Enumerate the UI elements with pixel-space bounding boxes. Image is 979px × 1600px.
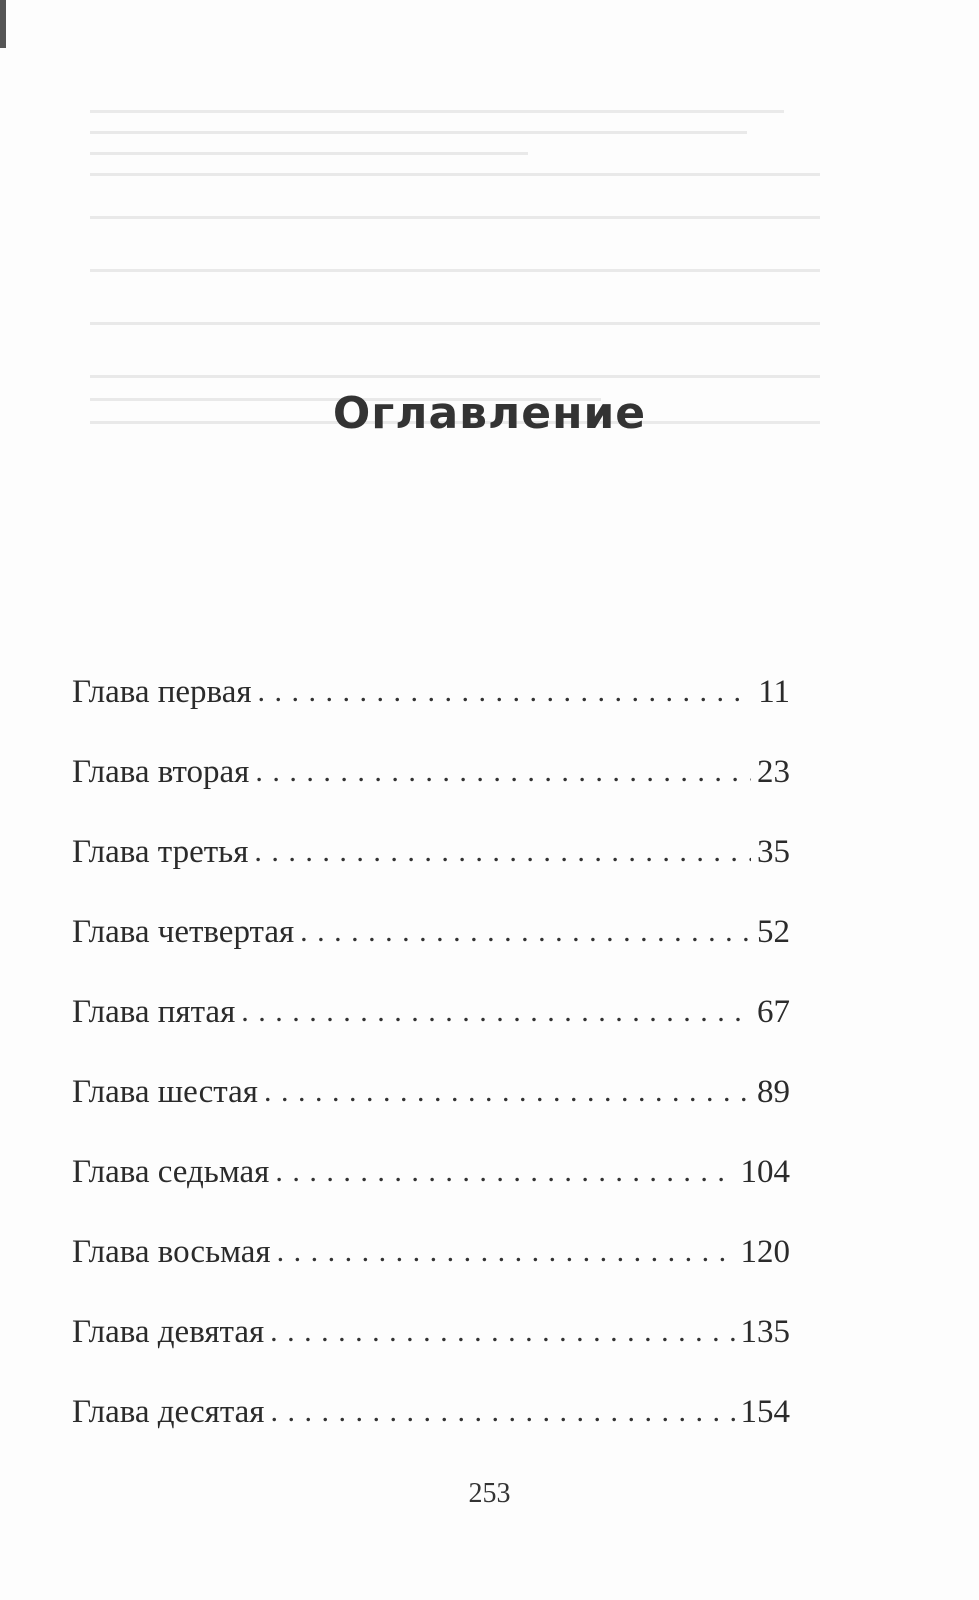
- toc-entry-label: Глава девятая: [72, 1313, 265, 1350]
- toc-entry-page: 11: [758, 673, 790, 710]
- toc-entry[interactable]: [72, 812, 790, 892]
- toc-leader-dots: [271, 1395, 735, 1429]
- toc-entry[interactable]: [72, 1132, 790, 1212]
- table-of-contents: [72, 652, 790, 1452]
- page-number: 253: [468, 1478, 511, 1509]
- toc-entry[interactable]: [72, 1372, 790, 1452]
- toc-leader-dots: [254, 835, 751, 869]
- toc-entry-label: Глава вторая: [72, 753, 250, 790]
- toc-entry-page: 89: [757, 1073, 790, 1110]
- toc-entry-label: Глава первая: [72, 673, 252, 710]
- toc-entry-label: Глава пятая: [72, 993, 236, 1030]
- toc-leader-dots: [300, 915, 751, 949]
- page-edge: [0, 0, 6, 48]
- toc-entry-page: 67: [757, 993, 790, 1030]
- toc-entry-page: 52: [757, 913, 790, 950]
- toc-entry-label: Глава шестая: [72, 1073, 258, 1110]
- toc-entry[interactable]: [72, 1212, 790, 1292]
- toc-leader-dots: [258, 675, 753, 709]
- toc-entry[interactable]: [72, 732, 790, 812]
- toc-entry-label: Глава третья: [72, 833, 249, 870]
- toc-entry-page: 104: [740, 1153, 790, 1190]
- toc-entry-page: 35: [757, 833, 790, 870]
- toc-entry[interactable]: [72, 1052, 790, 1132]
- toc-entry-page: 135: [740, 1313, 790, 1350]
- show-through-texture: [90, 110, 820, 630]
- toc-entry-page: 154: [740, 1393, 790, 1430]
- toc-leader-dots: [277, 1235, 735, 1269]
- toc-entry[interactable]: [72, 1292, 790, 1372]
- toc-entry[interactable]: [72, 652, 790, 732]
- toc-entry-label: Глава десятая: [72, 1393, 265, 1430]
- toc-leader-dots: [270, 1315, 734, 1349]
- toc-entry-page: 23: [757, 753, 790, 790]
- toc-entry-label: Глава четвертая: [72, 913, 295, 950]
- toc-entry[interactable]: [72, 972, 790, 1052]
- page-title: Оглавление: [332, 388, 647, 439]
- toc-entry-label: Глава седьмая: [72, 1153, 270, 1190]
- toc-entry-page: 120: [740, 1233, 790, 1270]
- toc-leader-dots: [241, 995, 751, 1029]
- toc-entry[interactable]: [72, 892, 790, 972]
- toc-leader-dots: [255, 755, 751, 789]
- toc-leader-dots: [264, 1075, 751, 1109]
- toc-entry-label: Глава восьмая: [72, 1233, 271, 1270]
- toc-leader-dots: [275, 1155, 734, 1189]
